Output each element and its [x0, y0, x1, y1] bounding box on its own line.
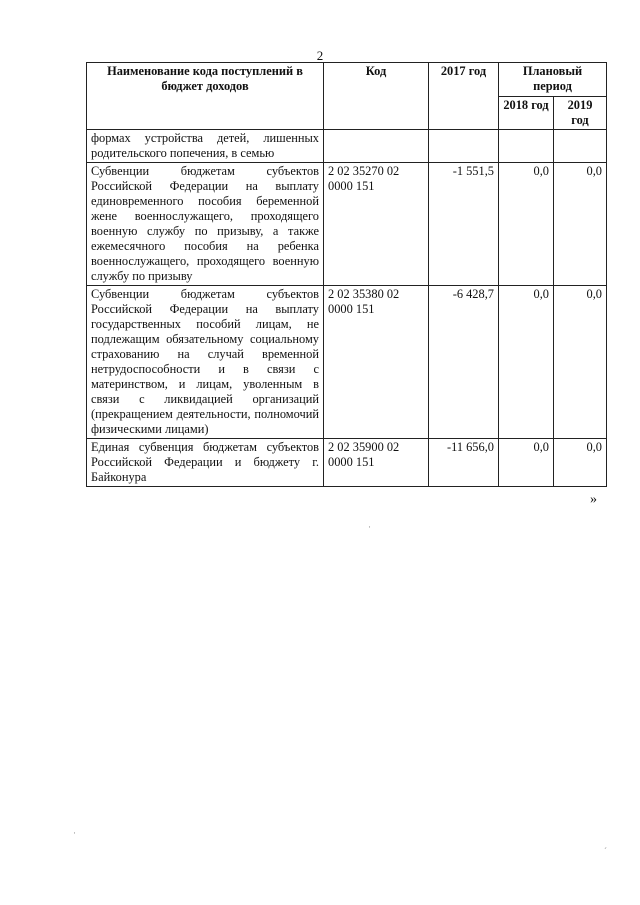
row-name: Единая субвенция бюджетам субъектов Российской Федерации и бюджету г. Байконура [87, 439, 324, 487]
row-2017: -1 551,5 [429, 163, 499, 286]
row-2018: 0,0 [499, 439, 554, 487]
table-row [87, 130, 607, 163]
budget-revenue-table [86, 62, 607, 487]
table-row [87, 439, 607, 487]
header-code: Код [324, 63, 429, 130]
row-2019: 0,0 [554, 163, 607, 286]
row-2019: 0,0 [554, 439, 607, 487]
scan-speck: · [368, 522, 371, 532]
row-2018: 0,0 [499, 286, 554, 439]
row-2017: -6 428,7 [429, 286, 499, 439]
header-name: Наименование кода поступлений в бюджет доходов [87, 63, 324, 130]
closing-quote-mark: » [590, 492, 597, 507]
row-name: Субвенции бюджетам субъектов Российской Федерации на выплату государственных пособий лицам, не подлежащим обязательному социальному страхованию на случай временной нетрудоспособности и в связи с материнством, и лицам, уволенным в связи с ликвидацией организаций (прекращением деятельности, полномочий физическими лицами) [87, 286, 324, 439]
row-code: 2 02 35270 02 0000 151 [324, 163, 429, 286]
row-name: формах устройства детей, лишенных родительского попечения, в семью [87, 130, 324, 163]
row-name: Субвенции бюджетам субъектов Российской Федерации на выплату единовременного пособия беременной жене военнослужащего, проходящего военную службу по призыву, а также ежемесячного пособия на ребенка военнослужащего, проходящего военную службу по призыву [87, 163, 324, 286]
row-code: 2 02 35900 02 0000 151 [324, 439, 429, 487]
table-row [87, 163, 607, 286]
row-code: 2 02 35380 02 0000 151 [324, 286, 429, 439]
header-2017: 2017 год [429, 63, 499, 130]
row-2018: 0,0 [499, 163, 554, 286]
row-2018 [499, 130, 554, 163]
row-2017 [429, 130, 499, 163]
scan-speck: ´ [604, 846, 607, 856]
scan-speck: · [73, 828, 76, 838]
row-2019: 0,0 [554, 286, 607, 439]
row-2017: -11 656,0 [429, 439, 499, 487]
header-2018: 2018 год [499, 97, 554, 130]
row-2019 [554, 130, 607, 163]
header-2019: 2019 год [554, 97, 607, 130]
table-row [87, 286, 607, 439]
page-number: 2 [316, 48, 324, 63]
header-plan-period: Плановый период [499, 63, 607, 97]
row-code [324, 130, 429, 163]
